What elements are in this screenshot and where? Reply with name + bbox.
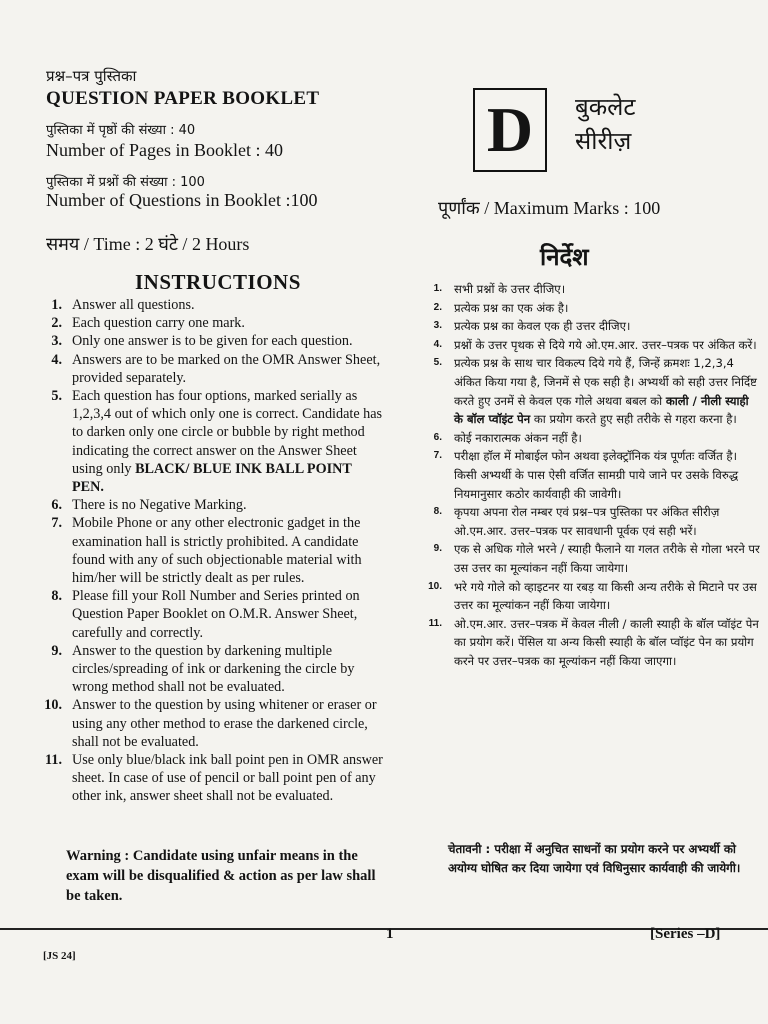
instruction-item-hindi: 9. एक से अधिक गोले भरने / स्याही फैलाने या गलत तरीके से गोला भरने पर उस उत्तर का मूल्यांकन नहीं किया जायेगा। <box>433 542 760 575</box>
instruction-item: 5. Each question has four options, marked serially as 1,2,3,4 out of which only one is correct. Candidate has to darken only one circle or bubble by right method indicating the correct answer on the Answer Sheet using only BLACK/ BLUE INK BALL POINT PEN. <box>51 388 383 496</box>
questions-count-hindi: पुस्तिका में प्रश्नों की संख्या : 100 <box>46 175 205 190</box>
instruction-item-hindi: 5. प्रत्येक प्रश्न के साथ चार विकल्प दिये गये हैं, जिन्हें क्रमशः 1,2,3,4 अंकित किया गया है, जिनमें से एक सही है। अभ्यर्थी को सही उत्तर निर्दिष्ट करते हुए उनमें से केवल एक गोले अथवा बबल को काली / नीली स्याही के बॉल प्वॉइंट पेन का प्रयोग करते हुए सही तरीके से गहरा करना है। <box>433 356 757 427</box>
instruction-item-hindi: 1. सभी प्रश्नों के उत्तर दीजिए। <box>433 282 566 296</box>
page-number: 1 <box>386 926 394 942</box>
instruction-item: 11. Use only blue/black ink ball point pen in OMR answer sheet. In case of use of pencil or ball point pen of any other ink, answer sheet shall not be evaluated. <box>45 752 383 805</box>
series-label-line1: बुकलेट <box>575 93 636 121</box>
instruction-item: 2. Each question carry one mark. <box>51 315 245 332</box>
paper-code: [JS 24] <box>43 950 76 962</box>
instructions-title-hindi: निर्देश <box>540 243 589 271</box>
instruction-item-hindi: 2. प्रत्येक प्रश्न का एक अंक है। <box>433 300 569 315</box>
footer-series: [Series –D] <box>650 926 721 942</box>
instruction-item: 9. Answer to the question by darkening multiple circles/spreading of ink or darkening the circle by wrong method shall not be evaluated. <box>51 642 355 696</box>
instructions-list-hindi <box>420 280 760 670</box>
instruction-item-hindi: 3. प्रत्येक प्रश्न का केवल एक ही उत्तर दीजिए। <box>433 319 631 334</box>
pages-count: Number of Pages in Booklet : 40 <box>46 140 283 160</box>
series-label-line2: सीरीज़ <box>575 127 632 155</box>
ink-requirement-hindi: काली / नीली स्याही के बॉल प्वॉइंट पेन <box>454 393 749 427</box>
exam-time: समय / Time : 2 घंटे / 2 Hours <box>46 234 250 254</box>
instruction-item: 8. Please fill your Roll Number and Series printed on Question Paper Booklet on O.M.R. Answer Sheet, carefully and correctly. <box>51 588 360 641</box>
instruction-item-hindi: 10. भरे गये गोले को व्हाइटनर या रबड़ या किसी अन्य तरीके से मिटाने पर उस उत्तर का मूल्यांकन नहीं किया जायेगा। <box>428 579 757 613</box>
pages-count-hindi: पुस्तिका में पृष्ठों की संख्या : 40 <box>46 123 196 138</box>
warning-note: Warning : Candidate using unfair means in the exam will be disqualified & action as per law shall be taken. <box>66 848 376 904</box>
instruction-item: 6. There is no Negative Marking. <box>51 497 247 514</box>
booklet-title-hindi: प्रश्न–पत्र पुस्तिका <box>46 67 137 85</box>
instruction-item-hindi: 7. परीक्षा हॉल में मोबाईल फोन अथवा इलेक्ट्रॉनिक यंत्र पूर्णतः वर्जित है। किसी अभ्यर्थी के पास ऐसी वर्जित सामग्री पाये जाने पर उसके विरुद्ध नियमानुसार कठोर कार्यवाही की जावेगी। <box>433 449 739 501</box>
series-letter-box: D <box>473 88 547 172</box>
instruction-item-hindi: 4. प्रश्नों के उत्तर पृथक से दिये गये ओ.एम.आर. उत्तर–पत्रक पर अंकित करें। <box>433 337 757 352</box>
instruction-item: 10. Answer to the question by using whitener or eraser or using any other method to erase the darkened circle, shall not be evaluated. <box>44 697 377 750</box>
instructions-list <box>20 296 386 806</box>
questions-count: Number of Questions in Booklet :100 <box>46 190 318 210</box>
instructions-title: INSTRUCTIONS <box>135 270 301 294</box>
booklet-title: QUESTION PAPER BOOKLET <box>46 88 320 109</box>
instruction-item-hindi: 6. कोई नकारात्मक अंकन नहीं है। <box>433 430 582 445</box>
instruction-item: 4. Answers are to be marked on the OMR Answer Sheet, provided separately. <box>51 351 381 386</box>
warning-note-hindi: चेतावनी : परीक्षा में अनुचित साधनों का प्रयोग करने पर अभ्यर्थी को अयोग्य घोषित कर दिया जायेगा एवं विधिनुसार कार्यवाही की जायेगी। <box>448 842 741 875</box>
instruction-item: 7. Mobile Phone or any other electronic gadget in the examination hall is strictly prohibited. A candidate found with any of such objectionable material with him/her will be strictly dealt as per rules. <box>51 515 362 587</box>
instruction-item: 1. Answer all questions. <box>51 297 195 313</box>
instruction-item-hindi: 8. कृपया अपना रोल नम्बर एवं प्रश्न–पत्र पुस्तिका पर अंकित सीरीज़ ओ.एम.आर. उत्तर–पत्रक पर सावधानी पूर्वक एवं सही भरें। <box>433 505 720 538</box>
instruction-item-hindi: 11. ओ.एम.आर. उत्तर–पत्रक में केवल नीली / काली स्याही के बॉल प्वॉइंट पेन का प्रयोग करें। पेंसिल या अन्य किसी स्याही के बॉल प्वॉइंट पेन का प्रयोग करने पर उत्तर–पत्रक का मूल्यांकन नहीं किया जाएगा। <box>428 616 759 668</box>
maximum-marks: पूर्णांक / Maximum Marks : 100 <box>438 198 661 218</box>
series-label-hindi <box>575 90 636 158</box>
ink-requirement: BLACK/ BLUE INK BALL POINT PEN. <box>72 460 352 496</box>
instruction-item: 3. Only one answer is to be given for each question. <box>51 333 353 350</box>
